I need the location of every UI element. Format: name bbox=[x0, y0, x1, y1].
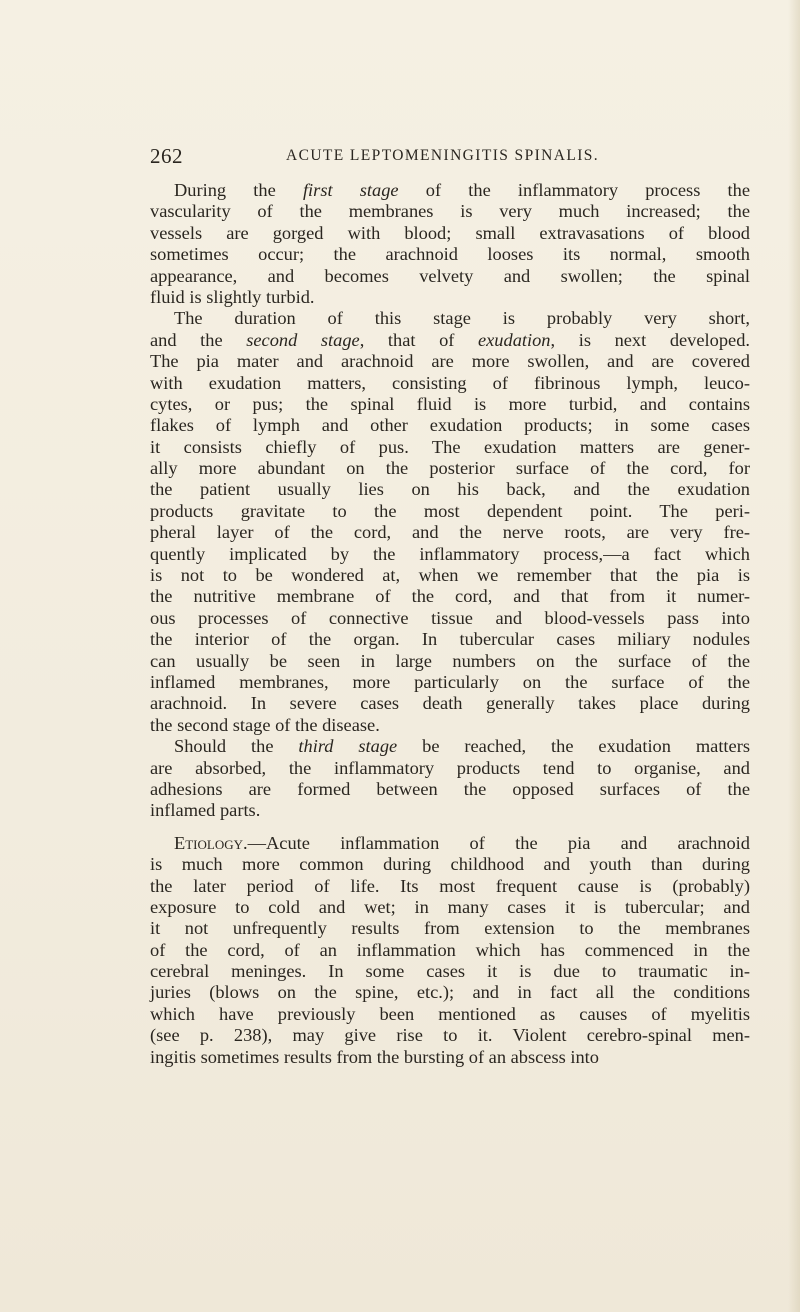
text-run: appearance, and becomes velvety and swollen; the spinal bbox=[150, 265, 750, 286]
text-run: which have previously been mentioned as causes of myelitis bbox=[150, 1003, 750, 1024]
text-line bbox=[150, 693, 750, 714]
text-line bbox=[150, 1004, 750, 1025]
text-line bbox=[150, 800, 750, 821]
text-line bbox=[150, 651, 750, 672]
text-line bbox=[150, 854, 750, 875]
page-header bbox=[150, 144, 750, 170]
text-run: adhesions are formed between the opposed surfaces of the bbox=[150, 778, 750, 799]
text-run: exposure to cold and wet; in many cases it is tubercular; and bbox=[150, 896, 750, 917]
text-line bbox=[150, 223, 750, 244]
text-line bbox=[150, 672, 750, 693]
text-line bbox=[150, 982, 750, 1003]
text-line bbox=[150, 330, 750, 351]
text-line bbox=[150, 180, 750, 201]
text-line bbox=[150, 779, 750, 800]
text-run: the later period of life. Its most frequent cause is (probably) bbox=[150, 875, 750, 896]
text-line bbox=[150, 308, 750, 329]
text-run: —Acute inflammation of the pia and arachnoid bbox=[247, 832, 750, 853]
text-line bbox=[150, 961, 750, 982]
text-run: the nutritive membrane of the cord, and that from it numer- bbox=[150, 586, 750, 607]
text-line bbox=[150, 287, 750, 308]
text-run: , is next developed. bbox=[550, 329, 750, 350]
text-run: pheral layer of the cord, and the nerve roots, are very fre- bbox=[150, 522, 750, 543]
text-run: The pia mater and arachnoid are more swollen, and are covered bbox=[150, 351, 750, 372]
text-run: The duration of this stage is probably very short, bbox=[174, 308, 750, 329]
text-run: cerebral meninges. In some cases it is due to traumatic in- bbox=[150, 961, 750, 982]
text-line bbox=[150, 897, 750, 918]
text-run: of the cord, of an inflammation which has commenced in the bbox=[150, 939, 750, 960]
text-line bbox=[150, 458, 750, 479]
paragraph bbox=[150, 308, 750, 736]
text-line bbox=[150, 201, 750, 222]
text-line bbox=[150, 1025, 750, 1046]
text-run: , that of bbox=[359, 329, 478, 350]
text-run: sometimes occur; the arachnoid looses its normal, smooth bbox=[150, 244, 750, 265]
italic-term: exudation bbox=[477, 329, 551, 350]
text-run: it not unfrequently results from extension to the membranes bbox=[150, 918, 750, 939]
paragraph-gap bbox=[150, 822, 750, 833]
text-run: of the inflammatory process the bbox=[398, 180, 751, 200]
text-line bbox=[150, 522, 750, 543]
text-line bbox=[150, 629, 750, 650]
text-run: products gravitate to the most dependent point. The peri- bbox=[150, 500, 750, 521]
page-edge-shadow bbox=[788, 0, 800, 1312]
text-run: Should the bbox=[174, 736, 299, 757]
text-line bbox=[150, 373, 750, 394]
text-line bbox=[150, 715, 750, 736]
text-line bbox=[150, 758, 750, 779]
text-line bbox=[150, 608, 750, 629]
text-run: it consists chiefly of pus. The exudation matters are gener- bbox=[150, 436, 750, 457]
italic-term: first stage bbox=[302, 180, 399, 200]
text-run: be reached, the exudation matters bbox=[397, 736, 750, 757]
text-line bbox=[150, 565, 750, 586]
text-run: the patient usually lies on his back, and the exudation bbox=[150, 479, 750, 500]
page-number: 262 bbox=[150, 144, 183, 168]
text-run: During the bbox=[174, 180, 303, 200]
text-run: is not to be wondered at, when we remember that the pia is bbox=[150, 565, 750, 586]
text-run: ous processes of connective tissue and blood-vessels pass into bbox=[150, 607, 750, 628]
text-run: and the bbox=[150, 329, 247, 350]
text-line bbox=[150, 415, 750, 436]
text-line bbox=[150, 479, 750, 500]
text-run: arachnoid. In severe cases death generally takes place during bbox=[150, 693, 750, 714]
text-line bbox=[150, 501, 750, 522]
text-run: flakes of lymph and other exudation products; in some cases bbox=[150, 415, 750, 436]
text-run: ingitis sometimes results from the bursting of an abscess into bbox=[150, 1046, 599, 1067]
body-text bbox=[150, 180, 750, 1068]
text-run: the interior of the organ. In tubercular cases miliary nodules bbox=[150, 629, 750, 650]
text-run: vascularity of the membranes is very much increased; the bbox=[150, 201, 750, 222]
text-run: are absorbed, the inflammatory products tend to organise, and bbox=[150, 757, 750, 778]
text-run: cytes, or pus; the spinal fluid is more turbid, and contains bbox=[150, 393, 750, 414]
text-run: ally more abundant on the posterior surface of the cord, for bbox=[150, 458, 750, 479]
text-line bbox=[150, 586, 750, 607]
text-line bbox=[150, 437, 750, 458]
text-run: vessels are gorged with blood; small extravasations of blood bbox=[150, 222, 750, 243]
section-heading: Etiology. bbox=[174, 832, 248, 853]
text-run: quently implicated by the inflammatory process,—a fact which bbox=[150, 543, 750, 564]
text-line bbox=[150, 736, 750, 757]
text-run: is much more common during childhood and youth than during bbox=[150, 854, 750, 875]
text-line bbox=[150, 918, 750, 939]
text-line bbox=[150, 266, 750, 287]
italic-term: third stage bbox=[298, 736, 398, 757]
text-run: juries (blows on the spine, etc.); and in fact all the conditions bbox=[150, 982, 750, 1003]
text-line bbox=[150, 394, 750, 415]
text-line bbox=[150, 833, 750, 854]
paragraph bbox=[150, 180, 750, 308]
text-run: (see p. 238), may give rise to it. Violent cerebro-spinal men- bbox=[150, 1025, 750, 1046]
paragraph bbox=[150, 833, 750, 1068]
text-line bbox=[150, 1047, 750, 1068]
text-line bbox=[150, 244, 750, 265]
text-run: with exudation matters, consisting of fibrinous lymph, leuco- bbox=[150, 372, 750, 393]
text-line bbox=[150, 876, 750, 897]
text-run: inflamed membranes, more particularly on the surface of the bbox=[150, 671, 750, 692]
running-head: ACUTE LEPTOMENINGITIS SPINALIS. bbox=[286, 147, 600, 164]
text-run: fluid is slightly turbid. bbox=[150, 286, 315, 307]
text-run: the second stage of the disease. bbox=[150, 714, 380, 735]
text-line bbox=[150, 940, 750, 961]
text-run: inflamed parts. bbox=[150, 800, 261, 821]
paragraph bbox=[150, 736, 750, 822]
text-line bbox=[150, 351, 750, 372]
italic-term: second stage bbox=[246, 329, 360, 350]
text-line bbox=[150, 544, 750, 565]
text-run: can usually be seen in large numbers on the surface of the bbox=[150, 650, 750, 671]
